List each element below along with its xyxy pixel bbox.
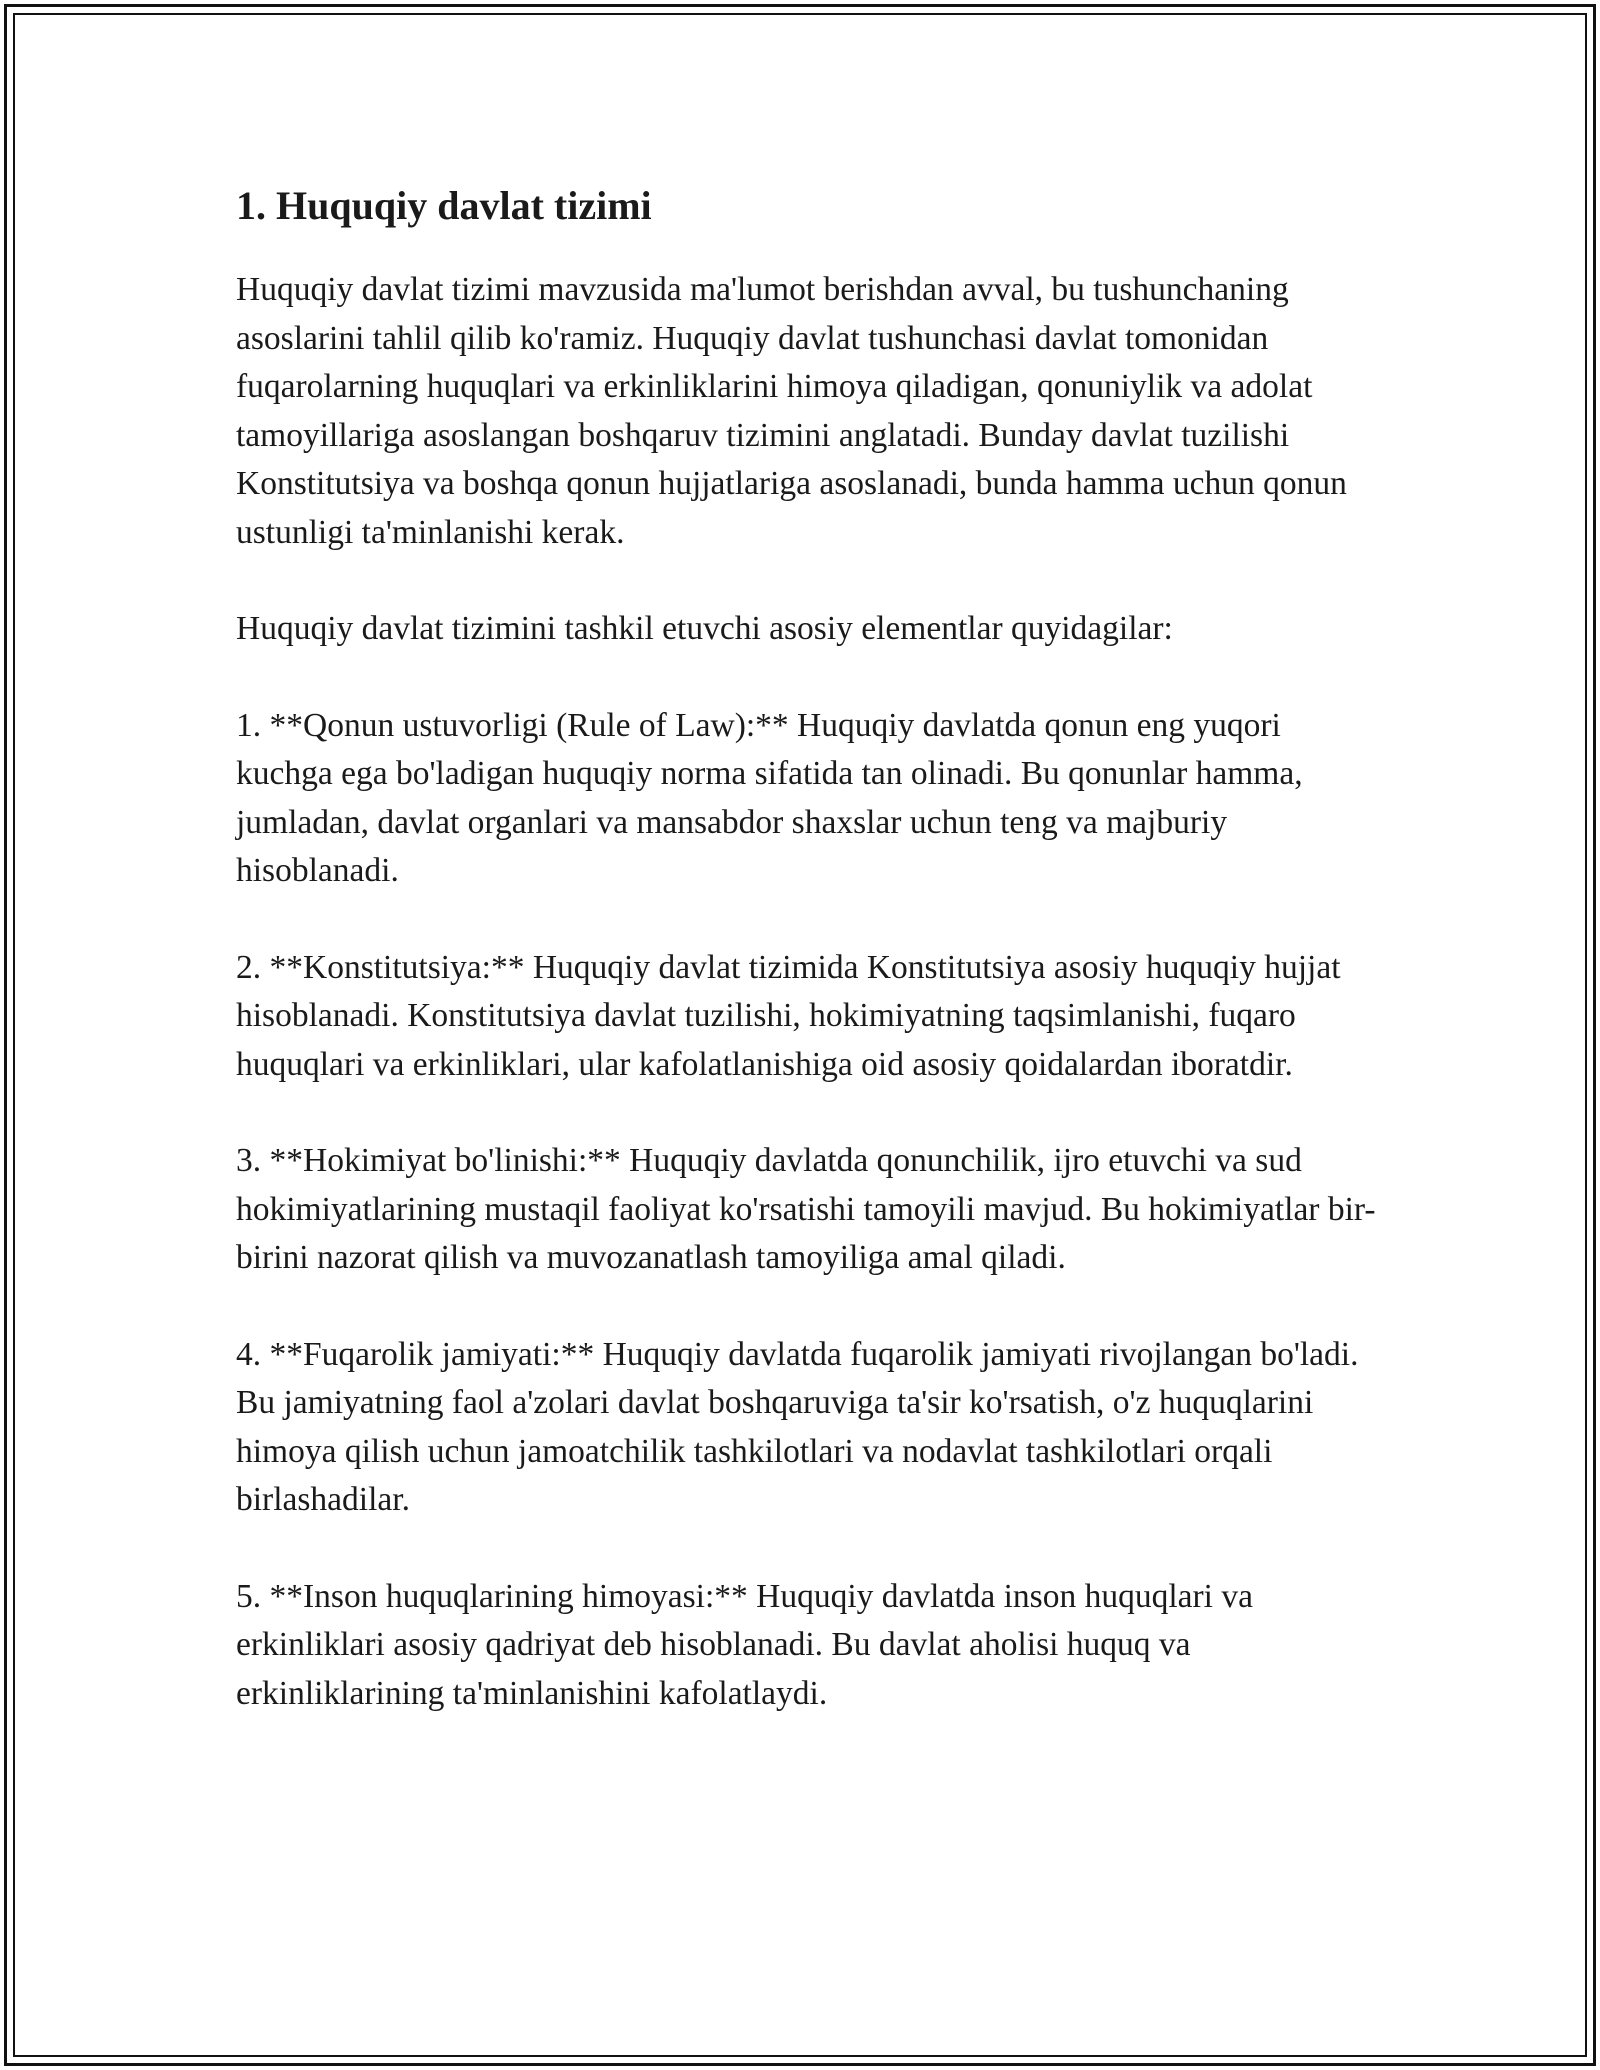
list-item-constitution: 2. **Konstitutsiya:** Huquqiy davlat tizimida Konstitutsiya asosiy huquqiy hujjat hisoblanadi. Konstitutsiya davlat tuzilishi, hokimiyatning taqsimlanishi, fuqaro huquqlari va erkinliklari, ular kafolatlanishiga oid asosiy qoidalardan iboratdir. <box>236 948 1341 1083</box>
list-item-separation-of-powers: 3. **Hokimiyat bo'linishi:** Huquqiy davlatda qonunchilik, ijro etuvchi va sud hokimiyatlarining mustaqil faoliyat ko'rsatishi tamoyili mavjud. Bu hokimiyatlar bir-birini nazorat qilish va muvozanatlash tamoyiliga amal qiladi. <box>236 1142 1376 1276</box>
list-item-rule-of-law: 1. **Qonun ustuvorligi (Rule of Law):** Huquqiy davlatda qonun eng yuqori kuchga ega bo'ladigan huquqiy norma sifatida tan olinadi. Bu qonunlar hamma, jumladan, davlat organlari va mansabdor shaxslar uchun teng va majburiy hisoblanadi. <box>236 706 1303 889</box>
elements-intro-paragraph: Huquqiy davlat tizimini tashkil etuvchi asosiy elementlar quyidagilar: <box>236 610 1173 647</box>
document-body <box>236 180 1376 1766</box>
list-item-human-rights: 5. **Inson huquqlarining himoyasi:** Huquqiy davlatda inson huquqlari va erkinliklari asosiy qadriyat deb hisoblanadi. Bu davlat aholisi huquq va erkinliklarining ta'minlanishini kafolatlaydi. <box>236 1577 1253 1712</box>
document-title: 1. Huquqiy davlat tizimi <box>236 183 652 228</box>
intro-paragraph: Huquqiy davlat tizimi mavzusida ma'lumot berishdan avval, bu tushunchaning asoslarini tahlil qilib ko'ramiz. Huquqiy davlat tushunchasi davlat tomonidan fuqarolarning huquqlari va erkinliklarini himoya qiladigan, qonuniylik va adolat tamoyillariga asoslangan boshqaruv tizimini anglatadi. Bunday davlat tuzilishi Konstitutsiya va boshqa qonun hujjatlariga asoslanadi, bunda hamma uchun qonun ustunligi ta'minlanishi kerak. <box>236 271 1347 551</box>
list-item-civil-society: 4. **Fuqarolik jamiyati:** Huquqiy davlatda fuqarolik jamiyati rivojlangan bo'ladi. Bu jamiyatning faol a'zolari davlat boshqaruviga ta'sir ko'rsatish, o'z huquqlarini himoya qilish uchun jamoatchilik tashkilotlari va nodavlat tashkilotlari orqali birlashadilar. <box>236 1335 1359 1518</box>
